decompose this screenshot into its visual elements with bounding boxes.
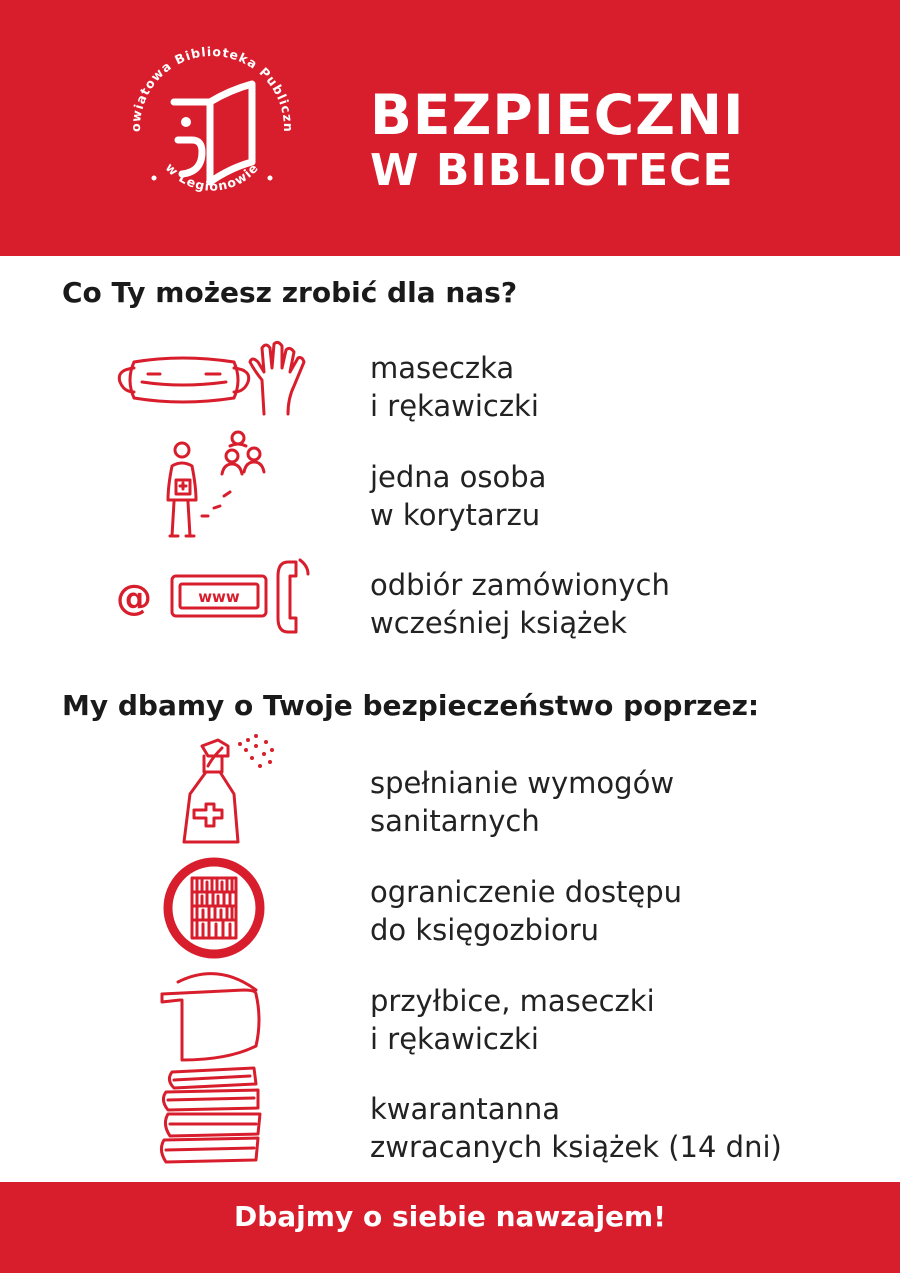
face-shield-icon [158, 964, 268, 1064]
section-heading-visitor: Co Ty możesz zrobić dla nas? [62, 276, 518, 309]
mask-and-glove-icon [112, 340, 312, 420]
svg-text:@: @ [116, 578, 152, 619]
item-line-1: przyłbice, maseczki [370, 984, 655, 1018]
section-heading-library: My dbamy o Twoje bezpieczeństwo poprzez: [62, 689, 760, 722]
item-line-1: jedna osoba [370, 460, 547, 494]
list-item-face-shields [370, 982, 655, 1058]
item-line-2: sanitarnych [370, 804, 540, 838]
logo-ring-bottom-text: w Legionowie [162, 159, 262, 194]
poster-title [370, 83, 745, 197]
list-item-quarantine [370, 1090, 782, 1166]
list-item-pickup-orders [370, 566, 670, 642]
book-stack-icon [158, 1064, 268, 1168]
item-line-1: kwarantanna [370, 1092, 561, 1126]
item-line-2: wcześniej książek [370, 606, 627, 640]
item-line-1: odbiór zamówionych [370, 568, 670, 602]
svg-text:Powiatowa Biblioteka Publiczna [112, 28, 296, 133]
list-item-restricted-access [370, 873, 682, 949]
title-line-2: W BIBLIOTECE [370, 145, 734, 197]
item-line-2: do księgozbioru [370, 913, 600, 947]
disinfectant-spray-icon [176, 732, 280, 848]
item-line-1: ograniczenie dostępu [370, 875, 683, 909]
www-label: www [198, 588, 240, 606]
item-line-2: zwracanych książek (14 dni) [370, 1130, 782, 1164]
list-item-one-person [370, 458, 546, 534]
library-logo [112, 28, 312, 228]
list-item-mask-gloves [370, 349, 539, 425]
item-line-1: maseczka [370, 351, 515, 385]
list-item-sanitary [370, 764, 674, 840]
item-line-1: spełnianie wymogów [370, 766, 675, 800]
one-person-queue-icon [158, 426, 278, 541]
bookshelf-restricted-icon [160, 854, 268, 962]
logo-ring-top-text: owiatowa Biblioteka Publiczn [127, 43, 297, 133]
email-www-phone-icon [114, 556, 314, 638]
item-line-2: i rękawiczki [370, 389, 539, 423]
item-line-2: i rękawiczki [370, 1022, 539, 1056]
item-line-2: w korytarzu [370, 498, 541, 532]
title-line-1: BEZPIECZNI [370, 83, 745, 147]
footer-slogan: Dbajmy o siebie nawzajem! [234, 1200, 666, 1233]
